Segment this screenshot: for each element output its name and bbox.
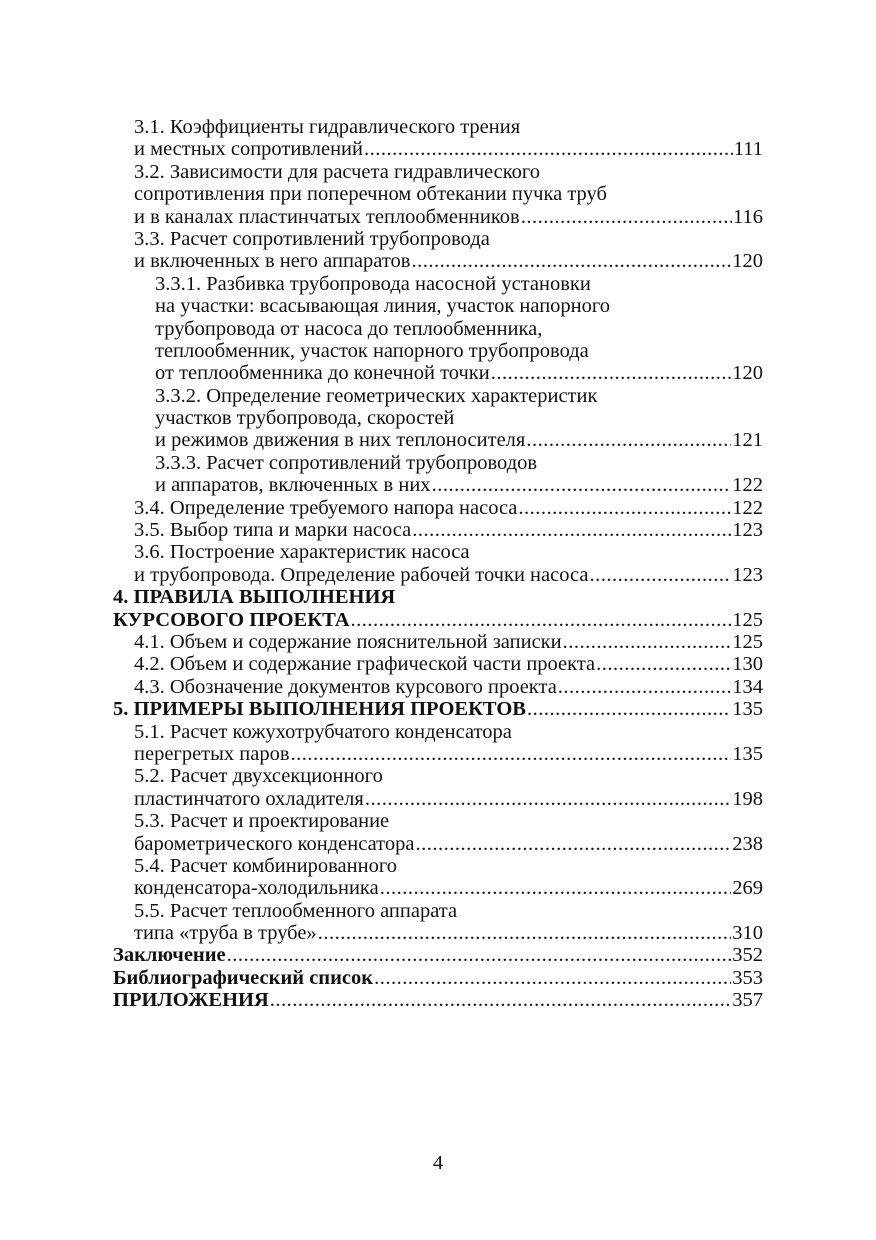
toc-entry-last-line	[134, 922, 763, 944]
dot-leader	[411, 250, 731, 272]
toc-entry-line: 3.3.3. Расчет сопротивлений трубопроводов	[155, 451, 538, 474]
toc-page-number: 111	[733, 138, 763, 161]
toc-entry[interactable]	[113, 967, 763, 989]
toc-entry-last-line	[134, 564, 763, 586]
toc-entry-last-line	[113, 989, 763, 1011]
toc-page-number: 122	[732, 474, 763, 497]
toc-entry-title: 3.4. Определение требуемого напора насоса	[134, 496, 518, 519]
toc-page-number: 120	[732, 250, 763, 273]
toc-entry[interactable]	[113, 698, 763, 720]
toc-entry-title: типа «труба в трубе»	[134, 922, 317, 945]
toc-entry-line: 4. ПРАВИЛА ВЫПОЛНЕНИЯ	[113, 586, 396, 609]
dot-leader	[527, 698, 731, 720]
toc-entry-line: сопротивления при поперечном обтекании пучка труб	[134, 183, 607, 206]
toc-entry-line: теплообменник, участок напорного трубопровода	[155, 339, 589, 362]
toc-page-number: 134	[732, 675, 763, 698]
toc-entry-title: Библиографический список	[113, 966, 374, 989]
toc-entry-last-line	[155, 429, 763, 451]
dot-leader	[415, 833, 731, 855]
toc-entry[interactable]	[113, 161, 763, 228]
dot-leader	[380, 877, 732, 899]
toc-entry[interactable]	[113, 273, 763, 385]
toc-entry-last-line	[113, 967, 763, 989]
toc-entry[interactable]	[113, 810, 763, 855]
toc-entry[interactable]	[113, 676, 763, 698]
toc-entry-line: 3.3.1. Разбивка трубопровода насосной установки	[155, 272, 591, 295]
toc-entry[interactable]	[113, 631, 763, 653]
toc-entry-last-line	[113, 698, 763, 720]
toc-page-number: 130	[732, 653, 763, 676]
toc-entry-title: конденсатора-холодильника	[134, 877, 379, 900]
toc-entry[interactable]	[113, 855, 763, 900]
dot-leader	[518, 497, 731, 519]
dot-leader	[318, 922, 732, 944]
toc-entry-line: 5.3. Расчет и проектирование	[134, 810, 390, 833]
toc-page-number: 122	[732, 496, 763, 519]
toc-entry-last-line	[134, 250, 763, 272]
toc-entry-last-line	[113, 944, 763, 966]
toc-page-number: 357	[732, 989, 763, 1012]
toc-entry-title: пластинчатого охладителя	[134, 787, 364, 810]
toc-entry-title: 5. ПРИМЕРЫ ВЫПОЛНЕНИЯ ПРОЕКТОВ	[113, 698, 526, 721]
dot-leader	[364, 138, 733, 160]
toc-entry-last-line	[155, 474, 763, 496]
dot-leader	[270, 989, 731, 1011]
toc-entry-last-line	[134, 497, 763, 519]
toc-entry-last-line	[134, 833, 763, 855]
toc-page-number: 310	[732, 922, 763, 945]
dot-leader	[596, 653, 731, 675]
toc-entry[interactable]	[113, 228, 763, 273]
toc-entry-title: 4.3. Обозначение документов курсового проекта	[134, 675, 557, 698]
toc-page-number: 135	[732, 698, 763, 721]
toc-entry-title: и режимов движения в них теплоносителя	[155, 429, 526, 452]
toc-entry-title: ПРИЛОЖЕНИЯ	[113, 989, 269, 1012]
toc-page-number: 116	[733, 205, 763, 228]
toc-entry-line: 3.6. Построение характеристик насоса	[134, 541, 470, 564]
toc-entry-line: 3.3.2. Определение геометрических характеристик	[155, 384, 598, 407]
dot-leader	[227, 944, 732, 966]
toc-entry-last-line	[134, 631, 763, 653]
toc-page-number: 121	[732, 429, 763, 452]
dot-leader	[558, 676, 731, 698]
toc-entry-line: 5.2. Расчет двухсекционного	[134, 765, 383, 788]
toc-page-number: 125	[732, 608, 763, 631]
dot-leader	[365, 788, 731, 810]
toc-entry-last-line	[134, 676, 763, 698]
dot-leader	[491, 362, 732, 384]
toc-entry[interactable]	[113, 519, 763, 541]
toc-entry[interactable]	[113, 900, 763, 945]
toc-entry[interactable]	[113, 452, 763, 497]
dot-leader	[291, 743, 732, 765]
toc-page-number: 353	[732, 966, 763, 989]
toc-page-number: 123	[732, 519, 763, 542]
toc-entry-title: КУРСОВОГО ПРОЕКТА	[113, 608, 350, 631]
toc-entry-line: на участки: всасывающая линия, участок напорного	[155, 295, 611, 318]
toc-entry[interactable]	[113, 721, 763, 766]
toc-entry-title: Заключение	[113, 944, 226, 967]
toc-entry-title: барометрического конденсатора	[134, 832, 415, 855]
toc-page-number: 125	[732, 630, 763, 653]
dot-leader	[412, 519, 731, 541]
toc-entry-last-line	[134, 519, 763, 541]
dot-leader	[374, 967, 731, 989]
toc-entry-line: 5.5. Расчет теплообменного аппарата	[134, 899, 458, 922]
dot-leader	[351, 609, 732, 631]
toc-page-number: 238	[732, 832, 763, 855]
toc-entry[interactable]	[113, 653, 763, 675]
toc-entry-line: трубопровода от насоса до теплообменника,	[155, 317, 543, 340]
toc-entry[interactable]	[113, 385, 763, 452]
toc-entry-last-line	[113, 609, 763, 631]
toc-entry-last-line	[134, 206, 763, 228]
toc-entry-title: перегретых паров	[134, 742, 290, 765]
toc-entry-title: и в каналах пластинчатых теплообменников	[134, 205, 520, 228]
dot-leader	[563, 631, 732, 653]
toc-entry-title: и аппаратов, включенных в них	[155, 474, 431, 497]
toc-entry-last-line	[134, 138, 763, 160]
toc-entry[interactable]	[113, 989, 763, 1011]
toc-entry[interactable]	[113, 497, 763, 519]
toc-entry-title: 4.1. Объем и содержание пояснительной записки	[134, 630, 562, 653]
toc-entry-last-line	[134, 788, 763, 810]
table-of-contents	[113, 116, 763, 1012]
toc-entry-title: и трубопровода. Определение рабочей точки насоса	[134, 563, 589, 586]
toc-entry-line: 5.4. Расчет комбинированного	[134, 854, 397, 877]
dot-leader	[521, 206, 732, 228]
toc-page-number: 269	[732, 877, 763, 900]
toc-entry-last-line	[134, 877, 763, 899]
toc-page-number: 123	[732, 563, 763, 586]
toc-entry-title: 4.2. Объем и содержание графической части проекта	[134, 653, 596, 676]
dot-leader	[526, 429, 731, 451]
toc-entry-title: и местных сопротивлений	[134, 138, 363, 161]
toc-page-number: 120	[732, 362, 763, 385]
toc-page-number: 198	[732, 787, 763, 810]
toc-entry[interactable]	[113, 944, 763, 966]
toc-entry-line: 3.1. Коэффициенты гидравлического трения	[134, 116, 521, 138]
toc-entry-line: 3.3. Расчет сопротивлений трубопровода	[134, 227, 490, 250]
page-number: 4	[432, 1152, 444, 1174]
toc-entry-line: 5.1. Расчет кожухотрубчатого конденсатора	[134, 720, 512, 743]
toc-entry-line: 3.2. Зависимости для расчета гидравлического	[134, 160, 541, 183]
dot-leader	[432, 474, 732, 496]
toc-entry-last-line	[155, 362, 763, 384]
toc-page-number: 352	[732, 944, 763, 967]
toc-page-number: 135	[732, 742, 763, 765]
toc-entry-title: от теплообменника до конечной точки	[155, 362, 490, 385]
toc-entry[interactable]	[113, 765, 763, 810]
toc-entry-title: 3.5. Выбор типа и марки насоса	[134, 519, 412, 542]
toc-entry-last-line	[134, 653, 763, 675]
toc-entry-last-line	[134, 743, 763, 765]
toc-entry-line: участков трубопровода, скоростей	[155, 407, 455, 430]
dot-leader	[589, 564, 731, 586]
toc-entry[interactable]	[113, 116, 763, 161]
toc-entry[interactable]	[113, 541, 763, 586]
toc-entry[interactable]	[113, 586, 763, 631]
toc-entry-title: и включенных в него аппаратов	[134, 250, 411, 273]
